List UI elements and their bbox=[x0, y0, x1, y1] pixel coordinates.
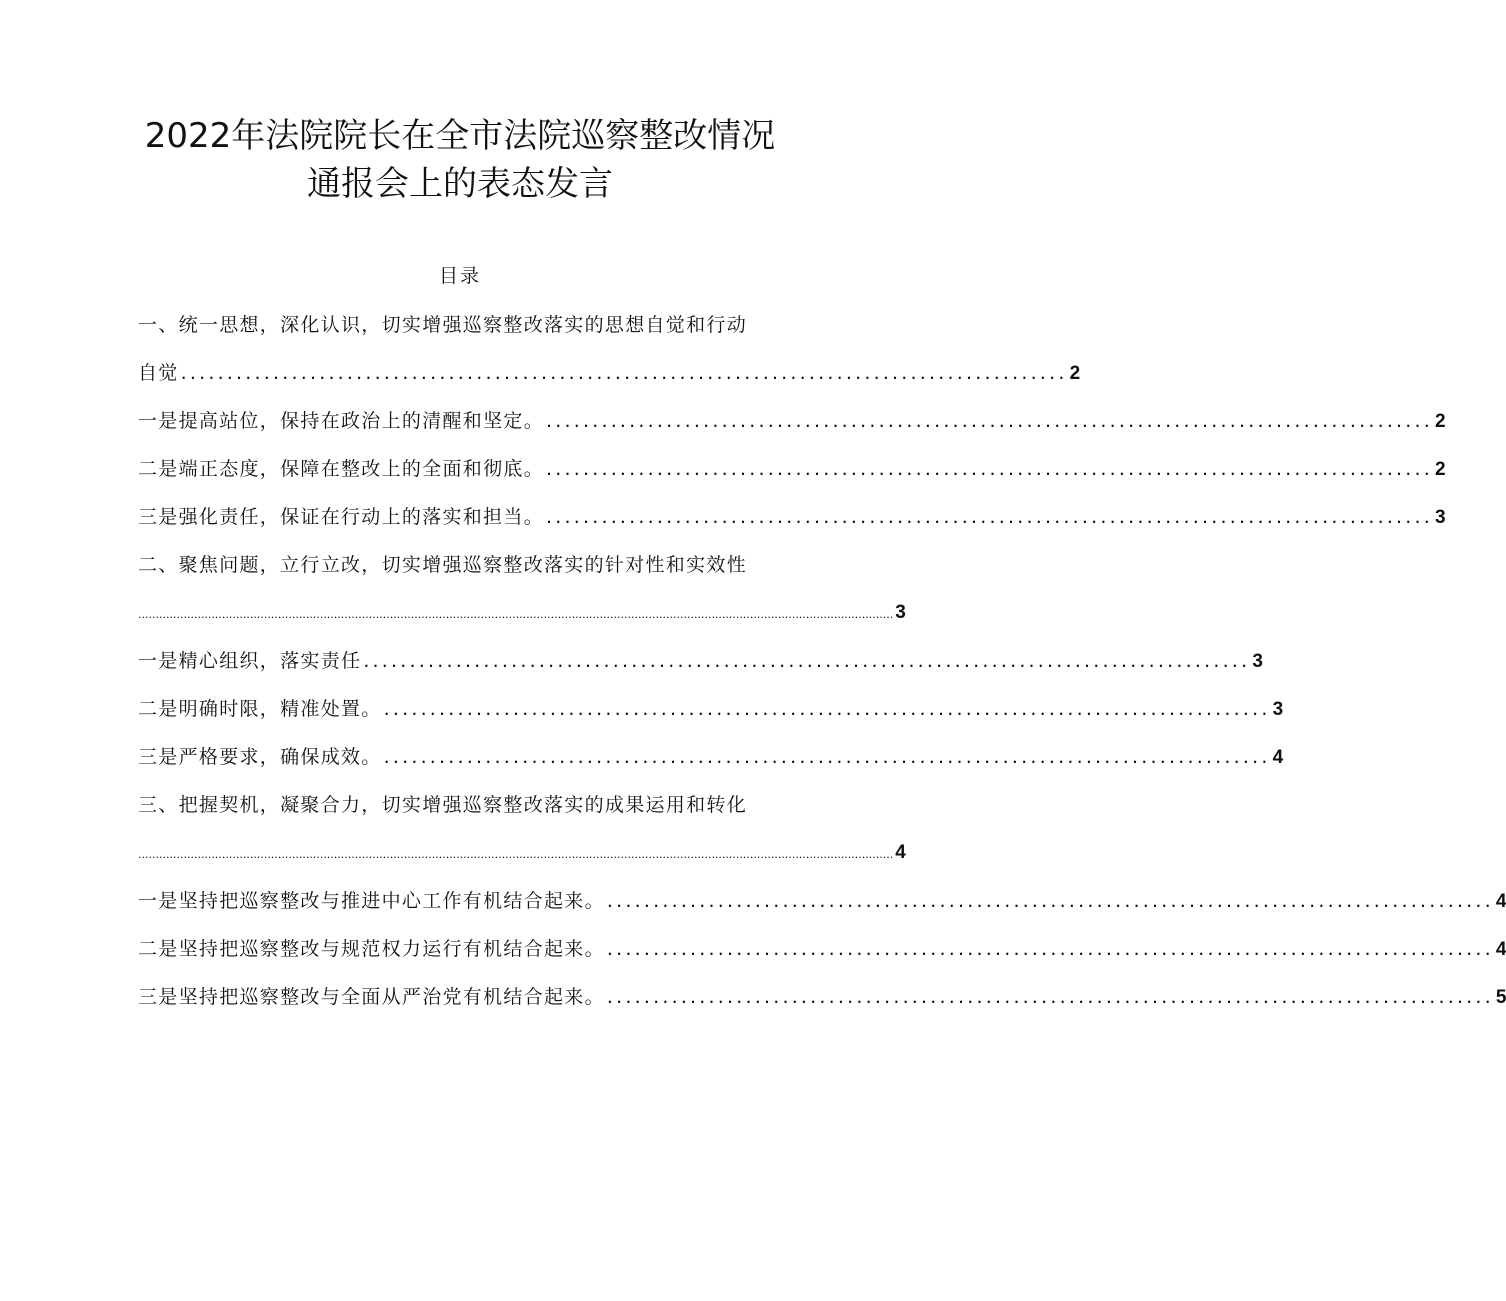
toc-entry-text: 三是严格要求，确保成效。 bbox=[138, 746, 382, 768]
toc-entry-11[interactable] bbox=[138, 934, 1506, 964]
toc-entry-text: 三是坚持把巡察整改与全面从严治党有机结合起来。 bbox=[138, 986, 605, 1008]
document-title-line-1: 2022年法院院长在全市法院巡察整改情况 bbox=[144, 116, 776, 156]
toc-page-number: 3 bbox=[1435, 507, 1446, 528]
toc-page-number: 4 bbox=[1495, 891, 1506, 912]
toc-entry-text: 自觉 bbox=[138, 362, 179, 384]
toc-entry-9-line-1[interactable] bbox=[138, 790, 770, 820]
toc-page-number: 4 bbox=[1495, 939, 1506, 960]
toc-entry-text: 二、聚焦问题，立行立改，切实增强巡察整改落实的针对性和实效性 bbox=[138, 554, 748, 576]
toc-entry-9-line-2[interactable] bbox=[138, 838, 906, 868]
toc-entry-text: 二是端正态度，保障在整改上的全面和彻底。 bbox=[138, 458, 545, 480]
toc-page-number: 4 bbox=[895, 842, 906, 863]
toc-entry-2[interactable] bbox=[138, 406, 1446, 436]
toc-entry-6[interactable] bbox=[138, 646, 1263, 676]
toc-leader-dots: ................................................................................................ bbox=[546, 458, 1434, 480]
toc-entry-text: 一是精心组织，落实责任 bbox=[138, 650, 362, 672]
toc-entry-5-line-1[interactable] bbox=[138, 550, 770, 580]
toc-leader-dots: ................................................................................................ bbox=[606, 938, 1494, 960]
toc-entry-text: 三是强化责任，保证在行动上的落实和担当。 bbox=[138, 506, 545, 528]
toc-entry-text: 一是提高站位，保持在政治上的清醒和坚定。 bbox=[138, 410, 545, 432]
toc-entry-1-line-1[interactable] bbox=[138, 310, 770, 340]
toc-page-number: 4 bbox=[1272, 747, 1284, 768]
document-title-line-2: 通报会上的表态发言 bbox=[307, 164, 613, 204]
toc-entry-text: 一、统一思想，深化认识，切实增强巡察整改落实的思想自觉和行动 bbox=[138, 314, 748, 336]
toc-page-number: 3 bbox=[1272, 699, 1284, 720]
toc-leader-dots: ................................................................................................ bbox=[546, 506, 1434, 528]
toc-entry-7[interactable] bbox=[138, 694, 1284, 724]
toc-page-number: 5 bbox=[1495, 987, 1506, 1008]
toc-heading: 目录 bbox=[438, 265, 481, 287]
toc-entry-4[interactable] bbox=[138, 502, 1446, 532]
toc-leader-dots: ................................................................................................ bbox=[606, 986, 1494, 1008]
toc-page-number: 3 bbox=[1252, 651, 1263, 672]
toc-entry-text: 二是明确时限，精准处置。 bbox=[138, 698, 382, 720]
toc-entry-10[interactable] bbox=[138, 886, 1506, 916]
toc-leader-dots: ........................................................................................................................................................................................................................ bbox=[138, 608, 894, 621]
toc-leader-dots: ................................................................................................ bbox=[606, 890, 1494, 912]
toc-entry-text: 一是坚持把巡察整改与推进中心工作有机结合起来。 bbox=[138, 890, 605, 912]
toc-leader-dots: ................................................................................................ bbox=[363, 650, 1251, 672]
toc-entry-text: 二是坚持把巡察整改与规范权力运行有机结合起来。 bbox=[138, 938, 605, 960]
toc-entry-5-line-2[interactable] bbox=[138, 598, 906, 628]
toc-leader-dots: ........................................................................................................................................................................................................................ bbox=[138, 848, 894, 861]
toc-leader-dots: ................................................................................................ bbox=[546, 410, 1434, 432]
toc-entry-1-line-2[interactable] bbox=[138, 358, 1081, 388]
toc-leader-dots: ................................................................................................ bbox=[180, 362, 1068, 384]
toc-page-number: 2 bbox=[1069, 363, 1081, 384]
toc-leader-dots: ................................................................................................ bbox=[383, 746, 1271, 768]
toc-page-number: 3 bbox=[895, 602, 906, 623]
toc-page-number: 2 bbox=[1435, 411, 1446, 432]
toc-page-number: 2 bbox=[1435, 459, 1446, 480]
toc-entry-12[interactable] bbox=[138, 982, 1506, 1012]
toc-entry-8[interactable] bbox=[138, 742, 1284, 772]
toc-entry-3[interactable] bbox=[138, 454, 1446, 484]
toc-entry-text: 三、把握契机，凝聚合力，切实增强巡察整改落实的成果运用和转化 bbox=[138, 794, 748, 816]
toc-leader-dots: ................................................................................................ bbox=[383, 698, 1271, 720]
